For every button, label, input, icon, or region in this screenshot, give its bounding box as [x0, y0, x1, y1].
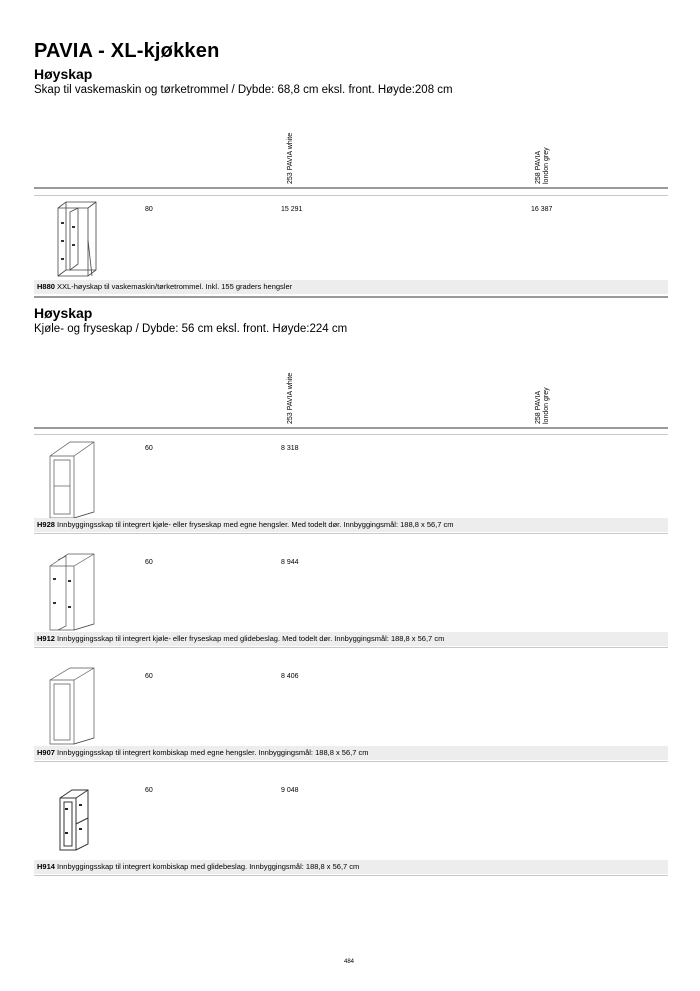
page-title: PAVIA - XL-kjøkken — [34, 40, 220, 62]
section1-header-rule — [34, 187, 668, 189]
h928-price-white: 8 318 — [281, 445, 299, 452]
h928-width: 60 — [145, 445, 153, 452]
h880-description: H880 XXL-høyskap til vaskemaskin/tørketrommel. Inkl. 155 graders hengsler — [34, 280, 668, 294]
fridge-cabinet-icon — [44, 438, 100, 520]
h907-rule — [34, 761, 668, 762]
washer-tall-cabinet-icon — [50, 200, 100, 280]
h928-description: H928 Innbyggingsskap til integrert kjøle- eller fryseskap med egne hengsler. Med todelt dør. Innbyggingsmål: 188,8 x 56,7 cm — [34, 518, 668, 532]
section1-end-rule — [34, 296, 668, 298]
h880-price-grey: 16 387 — [531, 206, 553, 213]
fridge-cabinet-icon — [44, 550, 100, 632]
h914-description: H914 Innbyggingsskap til integrert kombiskap med glidebeslag. Innbyggingsmål: 188,8 x 56,7 cm — [34, 860, 668, 874]
h912-price-white: 8 944 — [281, 559, 299, 566]
section2-col-white: 253 PAVIA white — [287, 372, 294, 424]
h912-width: 60 — [145, 559, 153, 566]
h914-rule — [34, 875, 668, 876]
combi-cabinet-icon — [44, 664, 100, 746]
combi-cabinet-open-icon — [52, 784, 98, 854]
section2-header-rule — [34, 427, 668, 429]
section1-col-white: 253 PAVIA white — [287, 132, 294, 184]
h928-rule — [34, 533, 668, 534]
section1-row-rule — [34, 195, 668, 196]
section2-subtitle: Kjøle- og fryseskap / Dybde: 56 cm eksl. front. Høyde:224 cm — [34, 323, 348, 335]
h880-width: 80 — [145, 206, 153, 213]
section2-col-grey: 258 PAVIA london grey — [535, 387, 550, 424]
h880-price-white: 15 291 — [281, 206, 303, 213]
h907-description: H907 Innbyggingsskap til integrert kombiskap med egne hengsler. Innbyggingsmål: 188,8 x 56,7 cm — [34, 746, 668, 760]
section1-col-grey: 258 PAVIA london grey — [535, 147, 550, 184]
h914-price-white: 9 048 — [281, 787, 299, 794]
page-number: 484 — [344, 959, 355, 965]
section1-title: Høyskap — [34, 66, 93, 82]
h912-description: H912 Innbyggingsskap til integrert kjøle- eller fryseskap med glidebeslag. Med todelt dør. Innbyggingsmål: 188,8 x 56,7 cm — [34, 632, 668, 646]
section2-title: Høyskap — [34, 305, 93, 321]
h914-width: 60 — [145, 787, 153, 794]
h907-price-white: 8 406 — [281, 673, 299, 680]
h912-rule — [34, 647, 668, 648]
section1-subtitle: Skap til vaskemaskin og tørketrommel / Dybde: 68,8 cm eksl. front. Høyde:208 cm — [34, 84, 453, 96]
h907-width: 60 — [145, 673, 153, 680]
section2-row-rule — [34, 434, 668, 435]
